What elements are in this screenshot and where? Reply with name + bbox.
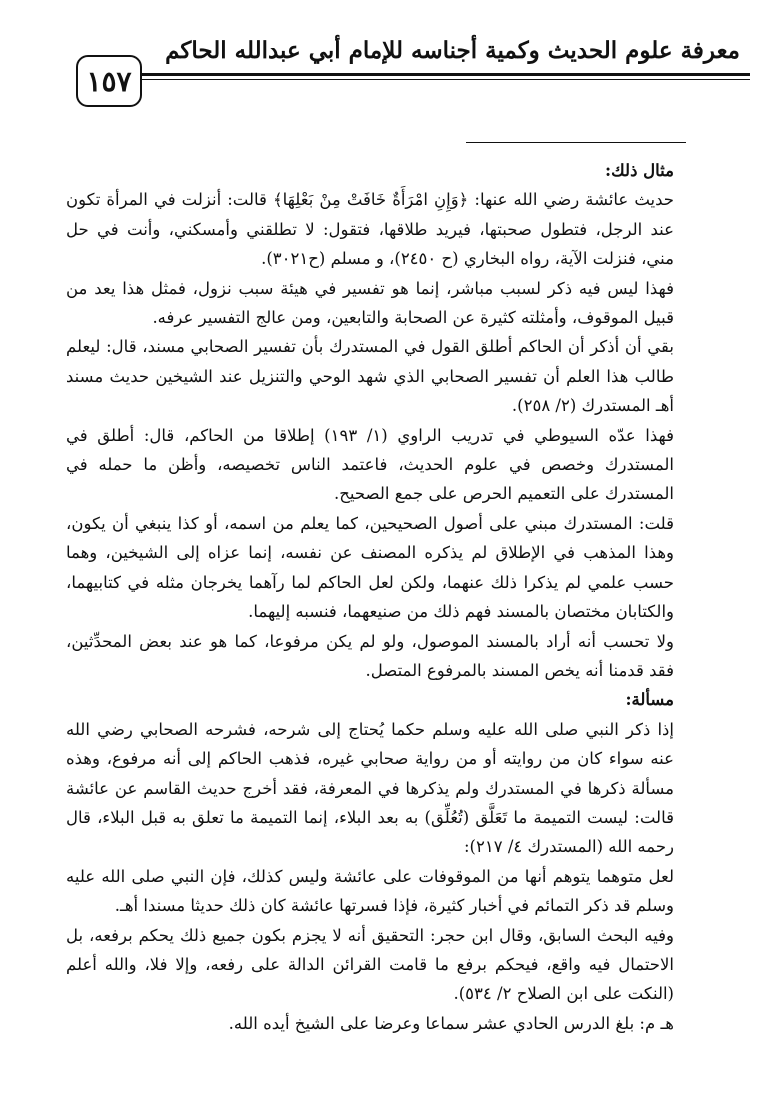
page-header: [70, 33, 750, 98]
paragraph: وفيه البحث السابق، وقال ابن حجر: التحقيق أنه لا يجزم بكون جميع ذلك يحكم برفعه، بل الاحتمال فيه واقع، فيحكم برفع ما قامت القرائن الدالة على رفعه، وإلا فلا، والله أعلم (النكت على ابن الصلاح ٢/ ٥٣٤).: [66, 925, 674, 1004]
book-title: معرفة علوم الحديث وكمية أجناسه للإمام أبي عبدالله الحاكم: [165, 37, 740, 64]
heading-issue: مسألة:: [625, 690, 674, 710]
page-body: [66, 156, 674, 1038]
heading-example: مثال ذلك:: [605, 161, 674, 180]
paragraph: لعل متوهما يتوهم أنها من الموقوفات على عائشة وليس كذلك، فإن النبي صلى الله عليه وسلم قد ذكر التمائم في أخبار كثيرة، فإذا فسرتها عائشة كان ذلك حديثا مسندا أهـ.: [66, 866, 674, 916]
paragraph: ولا تحسب أنه أراد بالمسند الموصول، ولو لم يكن مرفوعا، كما هو عند بعض المحدِّثين، فقد قدمنا أنه يخص المسند بالمرفوع المتصل.: [66, 631, 674, 680]
paragraph: هـ م: بلغ الدرس الحادي عشر سماعا وعرضا على الشيخ أيده الله.: [228, 1013, 674, 1033]
paragraph: إذا ذكر النبي صلى الله عليه وسلم حكما يُحتاج إلى شرحه، فشرحه الصحابي رضي الله عنه سواء كان من روايته أو من رواية صحابي غيره، فذهب الحاكم إلى أنه مرفوع، وهذه مسألة ذكرها في المستدرك ولم يذكرها في المعرفة، فقد أخرج حديث القاسم عن عائشة قالت: ليست التميمة ما تَعَلَّق (تُعُلِّق) به بعد البلاء، إنما التميمة ما تعلق به قبل البلاء، قال رحمه الله (المستدرك ٤/ ٢١٧):: [66, 719, 674, 857]
paragraph: فهذا ليس فيه ذكر لسبب مباشر، إنما هو تفسير في هيئة سبب نزول، فمثل هذا يعد من قبيل الموقوف، وأمثلته كثيرة عن الصحابة والتابعين، ومن عالج التفسير عرفه.: [66, 278, 674, 328]
paragraph: قلت: المستدرك مبني على أصول الصحيحين، كما يعلم من اسمه، أو كذا ينبغي أن يكون، وهذا المذهب في الإطلاق لم يذكره المصنف عن نفسه، إنما عزاه إلى الشيخين، وهما حسب علمي لم يذكرا ذلك عنهما، ولكن لعل الحاكم لما رآهما يخرجان مثله في كتابيهما، والكتابان مختصان بالمسند فهم ذلك من صنيعهما، فنسبه إليهما.: [66, 513, 674, 622]
paragraph: بقي أن أذكر أن الحاكم أطلق القول في المستدرك بأن تفسير الصحابي مسند، قال: ليعلم طالب هذا العلم أن تفسير الصحابي الذي شهد الوحي والتنزيل عند الشيخين حديث مسند أهـ المستدرك (٢/ ٢٥٨).: [66, 337, 674, 416]
page-number: ١٥٧: [76, 55, 142, 107]
section-divider: [466, 142, 686, 143]
paragraph: فهذا عدّه السيوطي في تدريب الراوي (١/ ١٩٣) إطلاقا من الحاكم، قال: أطلق في المستدرك وخصص في علوم الحديث، فاعتمد الناس تخصيصه، وأظن ما حمله في المستدرك على التعميم الحرص على جمع الصحيح.: [66, 425, 674, 504]
paragraph: حديث عائشة رضي الله عنها: ﴿وَإِنِ امْرَأَةٌ خَافَتْ مِنْ بَعْلِهَا﴾ قالت: أنزلت في المرأة تكون عند الرجل، فتطول صحبتها، فيريد طلاقها، فتقول: لا تطلقني وأمسكني، وأنت في حل مني، فنزلت الآية، رواه البخاري (ح ٢٤٥٠)، و مسلم (ح٣٠٢١).: [66, 190, 674, 269]
header-divider: [138, 73, 750, 76]
header-divider-thin: [138, 79, 750, 80]
